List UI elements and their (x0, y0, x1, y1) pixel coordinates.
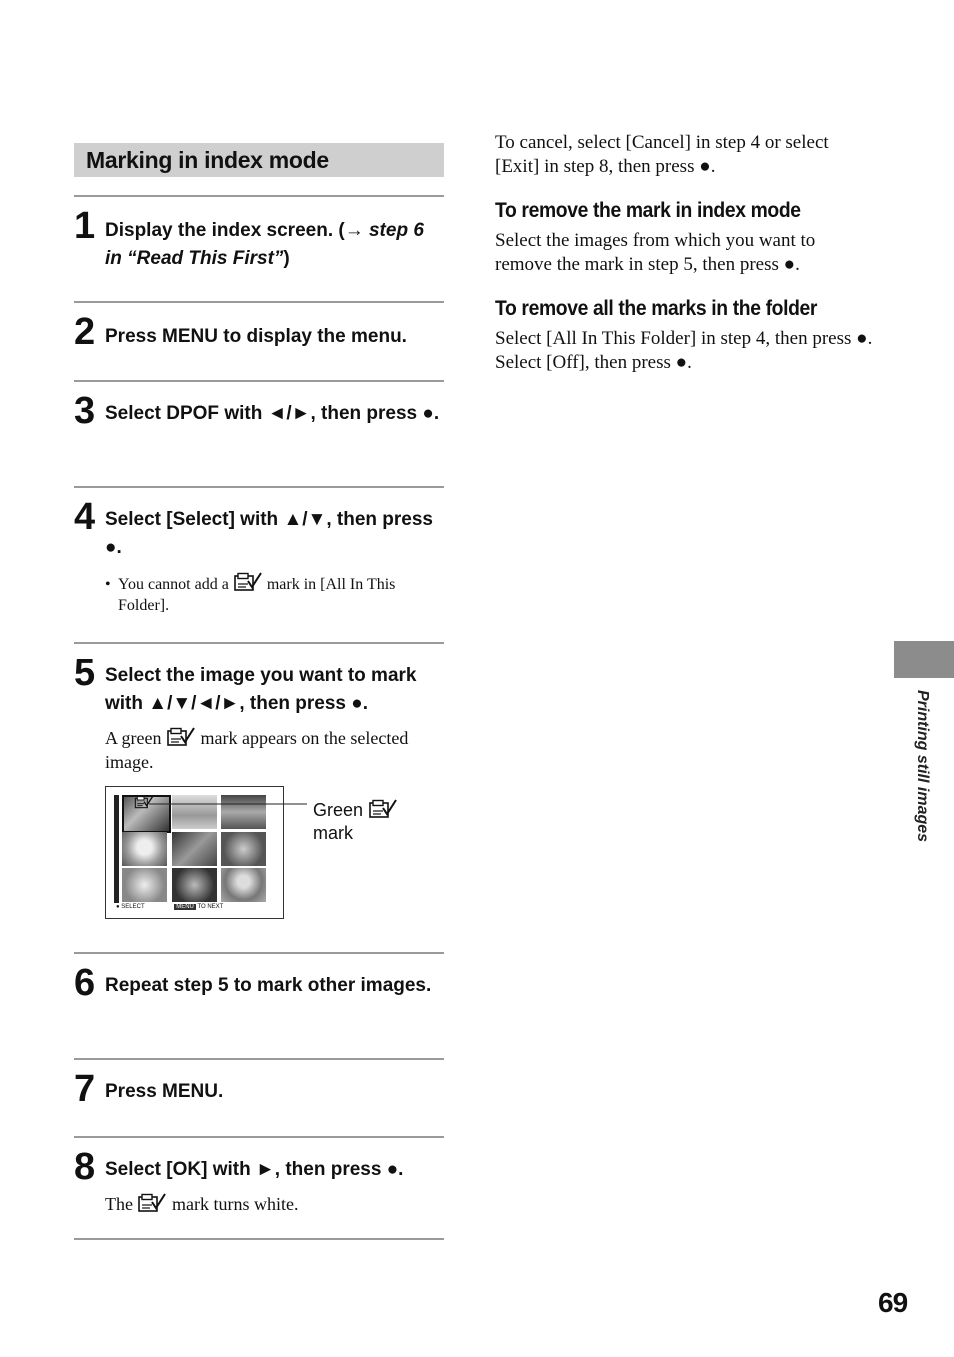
step-4 (74, 486, 444, 642)
step-number: 7 (74, 1068, 96, 1110)
step-number: 2 (74, 311, 96, 353)
step-2 (74, 301, 444, 380)
heading-remove-all-marks: To remove all the marks in the folder (495, 297, 818, 320)
step-body: The mark turns white. (105, 1194, 299, 1214)
step-text: Press MENU to display the menu. (105, 326, 407, 347)
step-number: 6 (74, 962, 96, 1004)
thumbnail (122, 868, 167, 902)
section-title: Marking in index mode (74, 143, 444, 177)
step-text: Select [OK] with ►, then press ●. (105, 1159, 404, 1180)
step-3 (74, 380, 444, 486)
step-number: 1 (74, 205, 96, 247)
step-number: 5 (74, 652, 96, 694)
screen-footer: ● SELECT MENU TO NEXT (116, 904, 224, 910)
step-text: Select [Select] with ▲/▼, then press ●. (105, 509, 433, 558)
remove-mark-paragraph: Select the images from which you want to remove the mark in step 5, then press ●. (495, 230, 816, 275)
step-number: 3 (74, 390, 96, 432)
step-number: 4 (74, 496, 96, 538)
step-note: • You cannot add a mark in [All In This Folder]. (105, 572, 444, 616)
thumbnail (172, 832, 217, 866)
step-6 (74, 952, 444, 1058)
thumbnail (172, 868, 217, 902)
step-text: Display the index screen. (→ step 6 in “Read This First”) (105, 220, 424, 269)
side-tab (894, 641, 954, 678)
step-text: Press MENU. (105, 1081, 224, 1102)
side-label: Printing still images (914, 690, 931, 843)
dpof-mark-icon (166, 727, 196, 749)
right-column (495, 131, 875, 375)
heading-remove-mark: To remove the mark in index mode (495, 199, 801, 222)
dpof-mark-icon (368, 799, 398, 821)
page-number: 69 (878, 1287, 908, 1318)
step-8 (74, 1136, 444, 1240)
step-text: Select DPOF with ◄/►, then press ●. (105, 403, 440, 424)
step-1 (74, 195, 444, 301)
thumbnail (221, 868, 266, 902)
green-mark-callout: Green mark (313, 799, 398, 845)
step-7 (74, 1058, 444, 1136)
dpof-mark-icon (233, 572, 263, 594)
step-number: 8 (74, 1146, 96, 1188)
step-text: Repeat step 5 to mark other images. (105, 975, 432, 996)
scrollbar (114, 795, 119, 903)
dpof-mark-icon (137, 1193, 167, 1215)
cancel-paragraph: To cancel, select [Cancel] in step 4 or select [Exit] in step 8, then press ●. (495, 132, 829, 177)
callout-line (149, 792, 309, 822)
thumbnail (122, 832, 167, 866)
thumbnail (221, 832, 266, 866)
step-text: Select the image you want to mark with ▲/▼/◄/►, then press ●. (105, 665, 417, 714)
left-column (74, 143, 444, 1240)
step-body: A green mark appears on the selected image. (105, 728, 409, 772)
step-5 (74, 642, 444, 952)
remove-all-paragraph: Select [All In This Folder] in step 4, then press ●. Select [Off], then press ●. (495, 328, 873, 373)
